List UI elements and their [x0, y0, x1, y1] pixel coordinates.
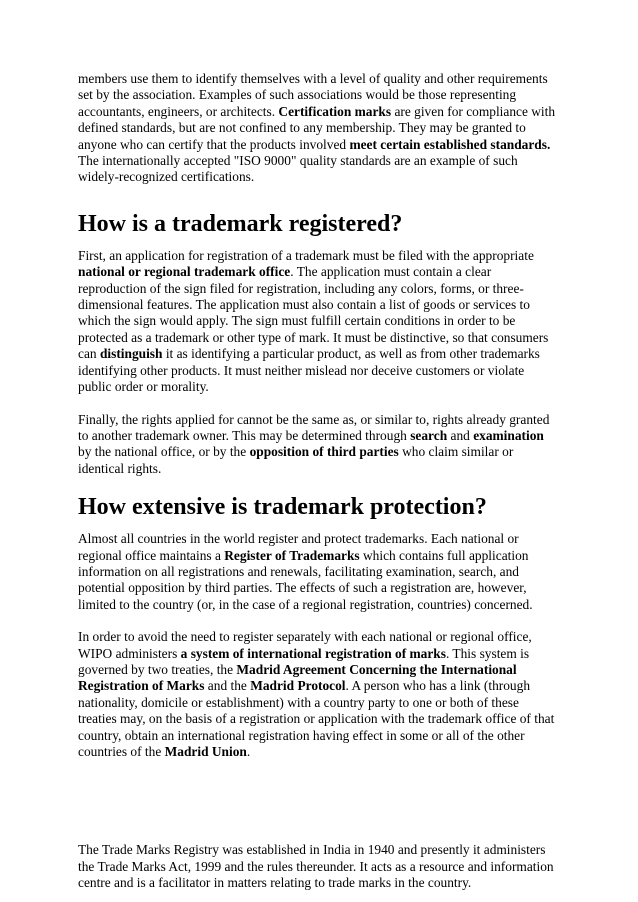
text-run: The Trade Marks Registry was established in India in 1940 and presently it administers the Trade Marks Act, 1999 and the rules thereunder. It acts as a resource and information centre and is a facilitator in matters relating to trade marks in the country. [78, 842, 554, 891]
heading-how-extensive: How extensive is trademark protection? [78, 494, 487, 521]
paragraph-collective-certification-marks [78, 71, 560, 186]
text-run: First, an application for registration of a trademark must be filed with the appropriate [78, 247, 534, 263]
bold-term: Madrid Union [164, 744, 247, 759]
paragraph-search-examination [78, 412, 560, 478]
paragraph-india-registry [78, 842, 560, 891]
text-run: and [447, 427, 474, 443]
text-run: . [246, 744, 251, 759]
paragraph-application-filing [78, 248, 560, 396]
text-run: . A person who has a link (through nationality, domicile or establishment) with a country party to one or both of these treaties may, on the basis of a registration or application with the trademark office of that country, obtain an international registration having effect in some or all of the other countries of the [78, 678, 555, 759]
bold-term: meet certain established standards. [349, 136, 551, 152]
bold-term: a system of international registration of marks [180, 645, 446, 661]
bold-term: Certification marks [278, 103, 392, 119]
bold-term: Register of Trademarks [224, 547, 360, 563]
paragraph-madrid-system [78, 629, 560, 760]
text-run: . This system is governed by two treaties, the [78, 645, 530, 677]
bold-term: national or regional trademark office [78, 264, 291, 280]
text-run: members use them to identify themselves with a level of quality and other requirements set by the association. Examples of such associations would be those representing accountants, engineers, or architects. [78, 71, 548, 119]
text-run: Finally, the rights applied for cannot be the same as, or similar to, rights already granted to another trademark owner. This may be determined through [78, 411, 550, 443]
text-run: are given for compliance with defined standards, but are not confined to any membership. They may be granted to anyone who can certify that the products involved [78, 103, 556, 152]
bold-term: distinguish [99, 346, 163, 362]
text-run: In order to avoid the need to register separately with each national or regional office, WIPO administers [78, 629, 532, 661]
text-run: it as identifying a particular product, as well as from other trademarks identifying other products. It must neither mislead nor deceive customers or violate public order or morality. [78, 346, 540, 395]
text-run: by the national office, or by the [78, 444, 250, 460]
text-run: The internationally accepted "ISO 9000" quality standards are an example of such widely-recognized certifications. [78, 153, 518, 185]
text-run: Almost all countries in the world register and protect trademarks. Each national or regional office maintains a [78, 531, 519, 563]
paragraph-register-of-trademarks [78, 531, 560, 613]
bold-term: Madrid Agreement Concerning the International Registration of Marks [78, 661, 517, 694]
bold-term: search [410, 427, 448, 443]
text-run: and the [204, 678, 251, 694]
bold-term: Madrid Protocol [250, 678, 346, 694]
bold-term: examination [473, 427, 544, 443]
heading-how-registered: How is a trademark registered? [78, 210, 403, 237]
text-run: which contains full application information on all registrations and renewals, facilitating examination, search, and potential opposition by third parties. The effects of such a registration are, however, limited to the country (or, in the case of a regional registration, countries) concerned. [78, 547, 533, 612]
text-run: . The application must contain a clear reproduction of the sign filed for registration, including any colors, forms, or three-dimensional features. The application must also contain a list of goods or services to which the sign would apply. The sign must fulfill certain conditions in order to be protected as a trademark or other type of mark. It must be distinctive, so that consumers can [78, 264, 549, 362]
text-run: who claim similar or identical rights. [78, 444, 514, 476]
bold-term: opposition of third parties [249, 444, 399, 460]
